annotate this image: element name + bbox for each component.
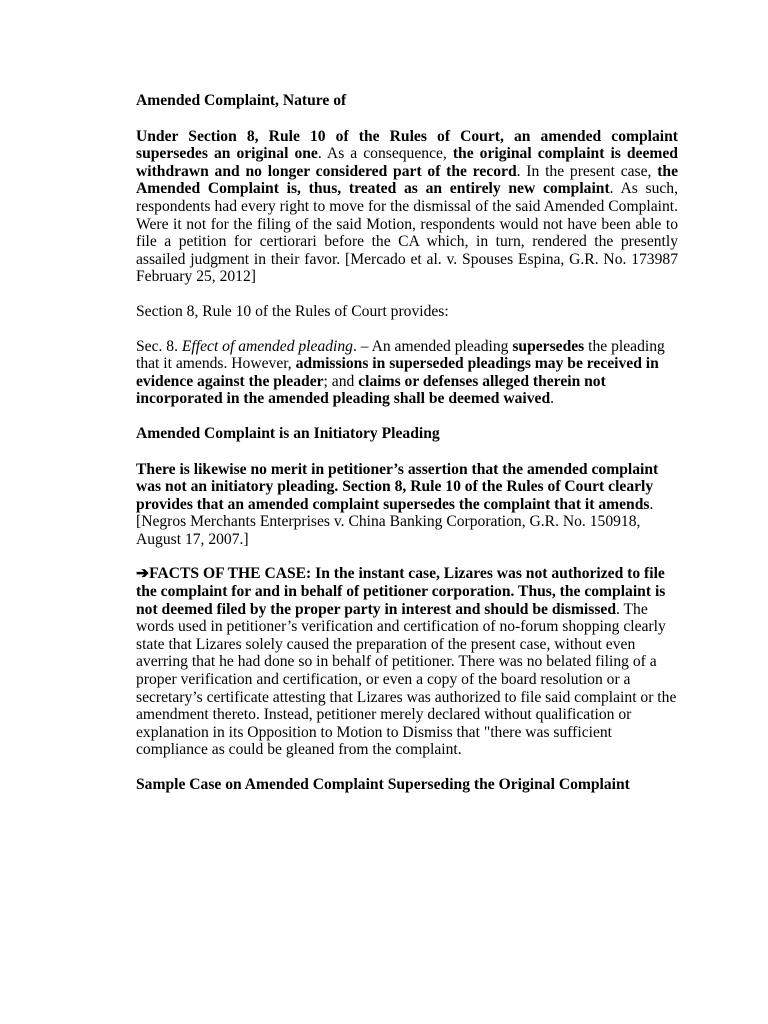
body-text: . In the present case, <box>516 162 658 180</box>
arrow-icon: ➔ <box>136 565 150 583</box>
italic-text: Effect of amended pleading <box>181 337 353 355</box>
body-text: ; and <box>323 372 359 390</box>
emphasis-text: supersedes <box>512 337 585 355</box>
emphasis-text: claims or defenses alleged therein not incorporated in the amended pleading shall be deemed waived <box>136 372 606 408</box>
body-text: . <box>550 390 555 408</box>
document-body <box>136 92 678 812</box>
paragraph-rule-intro: Section 8, Rule 10 of the Rules of Court provides: <box>136 302 449 320</box>
emphasis-text: the Amended Complaint is, thus, treated as an entirely new complaint <box>136 162 679 198</box>
section-heading-initiatory: Amended Complaint is an Initiatory Pleading <box>136 424 440 442</box>
body-text: . The words used in petitioner’s verification and certification of no-forum shopping clearly state that Lizares solely caused the preparation of the present case, without even averring that he had done so in behalf of petitioner. There was no belated filing of a proper verification and certification, or even a copy of the board resolution or a secretary’s certificate attesting that Lizares was authorized to file said complaint or the amendment thereto. Instead, petitioner merely declared without qualification or explanation in its Opposition to Motion to Dismiss that "there was sufficient compliance as could be gleaned from the complaint. <box>136 600 677 759</box>
body-text: Sec. 8. <box>136 337 182 355</box>
emphasis-text: FACTS OF THE CASE: In the instant case, Lizares was not authorized to file the complaint for and in behalf of petitioner corporation. Thus, the complaint is not deemed filed by the proper party in interest and should be dismissed <box>136 565 666 618</box>
paragraph-mercado <box>136 128 678 286</box>
body-text: the pleading that it amends. However, <box>136 337 665 373</box>
paragraph-sec8 <box>136 338 678 408</box>
emphasis-text: the original complaint is deemed withdrawn and no longer considered part of the record <box>136 145 678 180</box>
body-text: . As such, respondents had every right to move for the dismissal of the said Amended Complaint. Were it not for the filing of the said Motion, respondents would not have been able to file a petition for certiorari before the CA which, in turn, rendered the presently assailed judgment in their favor. [Mercado et al. v. Spouses Espina, G.R. No. 173987 February 25, 2012] <box>136 180 679 286</box>
body-text: . – An amended pleading <box>352 337 513 355</box>
paragraph-facts <box>136 565 678 759</box>
paragraph-negros <box>136 461 678 549</box>
section-heading-nature: Amended Complaint, Nature of <box>136 92 347 109</box>
body-text: . As a consequence, <box>317 145 453 163</box>
emphasis-text: Under Section 8, Rule 10 of the Rules of Court, an amended complaint supersedes an original one <box>136 127 678 163</box>
body-text: . [Negros Merchants Enterprises v. China Banking Corporation, G.R. No. 150918, August 17, 2007.] <box>136 495 654 548</box>
section-heading-sample-case: Sample Case on Amended Complaint Superseding the Original Complaint <box>136 776 630 793</box>
emphasis-text: There is likewise no merit in petitioner’s assertion that the amended complaint was not an initiatory pleading. Section 8, Rule 10 of the Rules of Court clearly provides that an amended complaint supersedes the complaint that it amends <box>136 460 659 513</box>
emphasis-text: admissions in superseded pleadings may be received in evidence against the pleader <box>136 355 659 390</box>
